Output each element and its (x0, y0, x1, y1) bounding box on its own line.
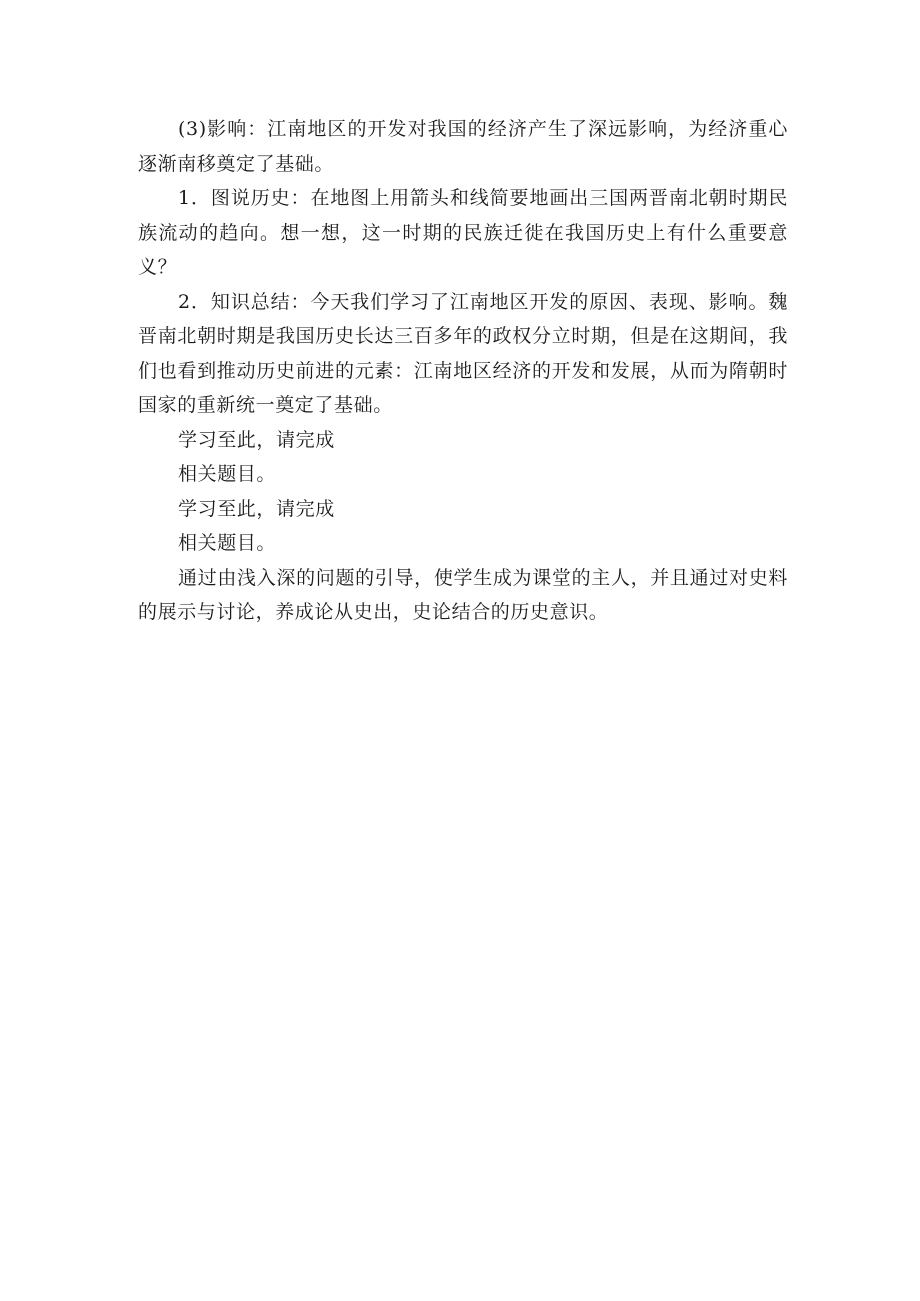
paragraph-knowledge-summary: 2．知识总结：今天我们学习了江南地区开发的原因、表现、影响。魏晋南北朝时期是我国历史长达三百多年的政权分立时期，但是在这期间，我们也看到推动历史前进的元素：江南地区经济的开发和发展，从而为隋朝时国家的重新统一奠定了基础。 (138, 290, 788, 416)
note-line: 学习至此，请完成 (178, 497, 335, 520)
paragraph-influence: (3)影响：江南地区的开发对我国的经济产生了深远影响，为经济重心逐渐南移奠定了基础。 (138, 118, 788, 175)
paragraph-map-history: 1．图说历史：在地图上用箭头和线简要地画出三国两晋南北朝时期民族流动的趋向。想一想，这一时期的民族迁徙在我国历史上有什么重要意义？ (138, 187, 788, 278)
document-body (138, 112, 788, 630)
paragraph-closing: 通过由浅入深的问题的引导，使学生成为课堂的主人，并且通过对史料的展示与讨论，养成论从史出，史论结合的历史意识。 (138, 566, 788, 623)
note-line: 相关题目。 (178, 463, 277, 485)
note-line: 学习至此，请完成 (178, 428, 335, 451)
note-line: 相关题目。 (178, 532, 277, 554)
